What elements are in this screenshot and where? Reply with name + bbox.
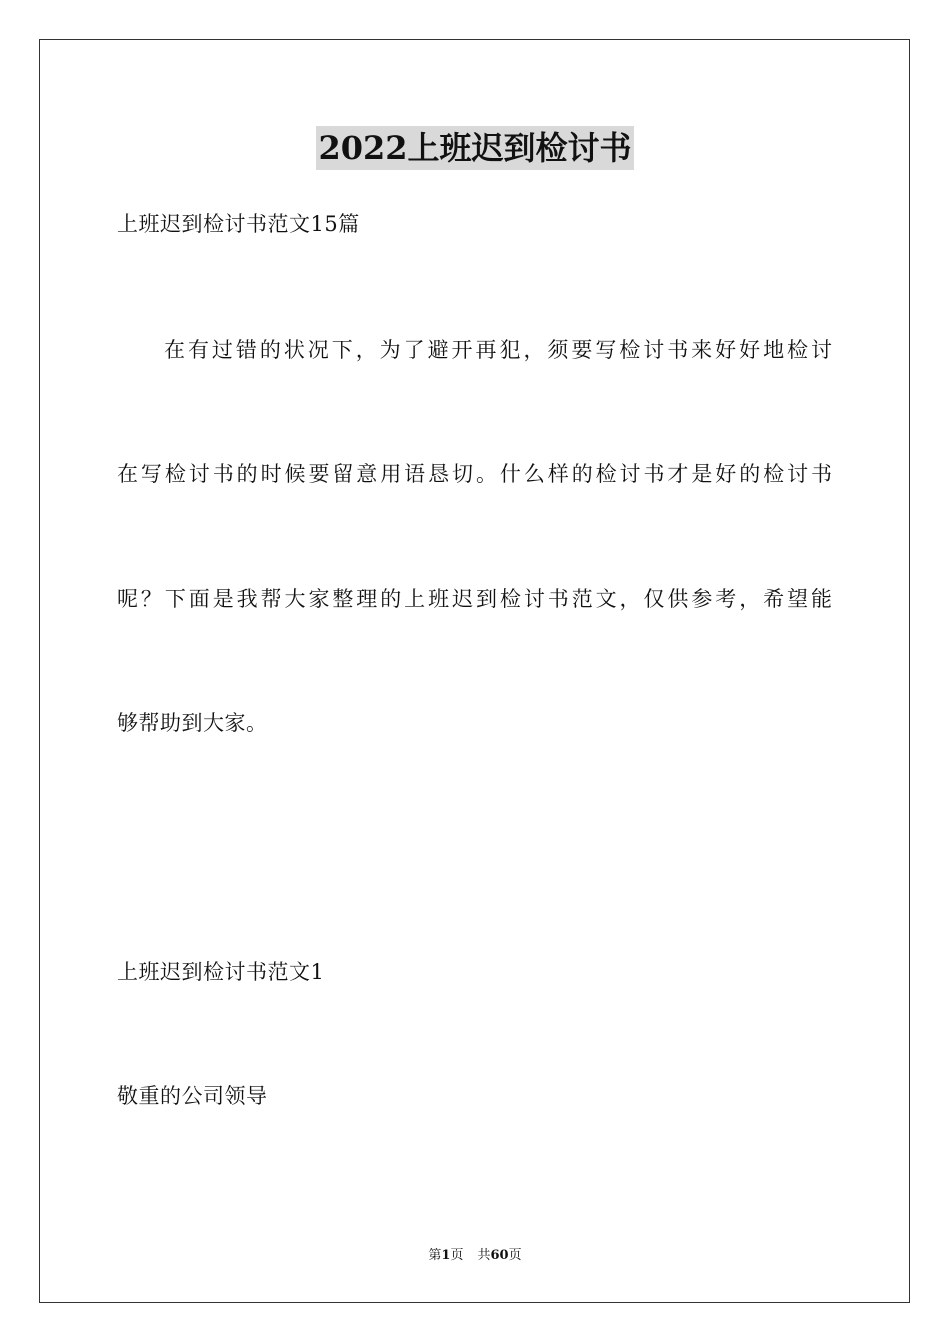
page-footer xyxy=(0,1247,950,1265)
intro-line-2: 在写检讨书的时候要留意用语恳切。什么样的检讨书才是好的检讨书 xyxy=(117,462,832,486)
footer-total-suffix: 页 xyxy=(508,1248,522,1263)
footer-total-pages: 60 xyxy=(490,1248,509,1263)
footer-page-number: 1 xyxy=(441,1248,451,1263)
footer-page-suffix: 页 xyxy=(450,1248,464,1263)
document-subtitle: 上班迟到检讨书范文15篇 xyxy=(117,212,360,236)
footer-total-prefix: 共 xyxy=(477,1248,491,1263)
title-container xyxy=(0,126,950,170)
section-heading: 上班迟到检讨书范文1 xyxy=(117,960,325,984)
intro-line-1: 在有过错的状况下，为了避开再犯，须要写检讨书来好好地检讨 xyxy=(164,338,832,362)
document-title: 2022上班迟到检讨书 xyxy=(316,126,633,170)
intro-line-3: 呢？下面是我帮大家整理的上班迟到检讨书范文，仅供参考，希望能 xyxy=(117,587,832,611)
intro-line-4: 够帮助到大家。 xyxy=(117,711,268,735)
footer-page-prefix: 第 xyxy=(428,1248,442,1263)
salutation: 敬重的公司领导 xyxy=(117,1084,268,1108)
